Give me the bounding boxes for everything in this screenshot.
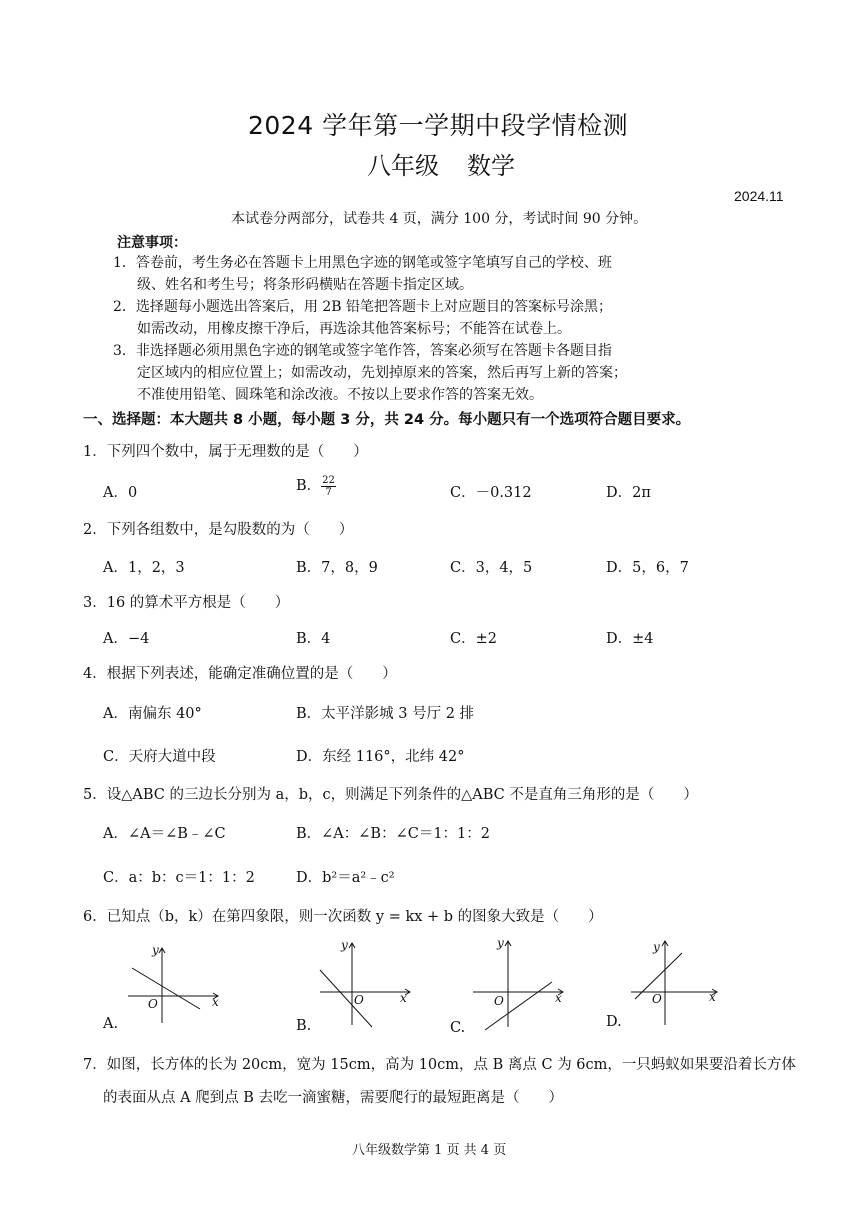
option-b xyxy=(296,474,336,498)
notice-line: 定区域内的相应位置上；如需改动，先划掉原来的答案，然后再写上新的答案； xyxy=(137,365,627,381)
y-label: y xyxy=(341,938,348,952)
fraction-numerator: 22 xyxy=(322,474,335,486)
notice-line: 3．非选择题必须用黑色字迹的钢笔或签字笔作答，答案必须写在答题卡各题目指 xyxy=(113,343,612,359)
y-label: y xyxy=(497,936,504,950)
function-line xyxy=(132,968,200,1009)
option-d: D．2π xyxy=(606,485,651,501)
x-label: x xyxy=(555,991,562,1005)
subject-label: 数学 xyxy=(467,152,515,180)
option-a: A．−4 xyxy=(103,631,150,647)
origin-label: O xyxy=(494,994,504,1008)
graph-c xyxy=(465,935,585,1035)
notice-line: 2．选择题每小题选出答案后，用 2B 铅笔把答题卡上对应题目的答案标号涂黑； xyxy=(113,299,613,315)
question-stem: 6．已知点（b，k）在第四象限，则一次函数 y = kx + b 的图象大致是（ ） xyxy=(83,909,603,925)
question-stem: 5．设△ABC 的三边长分别为 a，b，c，则满足下列条件的△ABC 不是直角三角形的是（ ） xyxy=(83,787,698,803)
y-label: y xyxy=(653,940,660,954)
origin-label: O xyxy=(652,992,662,1006)
option-c: C．±2 xyxy=(450,631,497,647)
notice-line: 1．答卷前，考生务必在答题卡上用黑色字迹的钢笔或签字笔填写自己的学校、班 xyxy=(113,255,612,271)
option-d: D. xyxy=(606,1014,622,1030)
page-title: 2024 学年第一学期中段学情检测 xyxy=(248,111,629,140)
grade-label: 八年级 xyxy=(367,152,439,180)
option-a: A．1，2，3 xyxy=(103,560,185,576)
option-c: C．3，4，5 xyxy=(450,560,533,576)
question-stem: 4．根据下列表述，能确定准确位置的是（ ） xyxy=(83,666,397,682)
x-label: x xyxy=(709,990,716,1004)
option-b: B．太平洋影城 3 号厅 2 排 xyxy=(296,706,475,722)
graph-a xyxy=(110,938,230,1028)
question-stem: 1．下列四个数中，属于无理数的是（ ） xyxy=(83,444,368,460)
section-heading: 一、选择题：本大题共 8 小题，每小题 3 分，共 24 分。每小题只有一个选项符合题目要求。 xyxy=(83,412,691,428)
option-b: B．7，8，9 xyxy=(296,560,378,576)
x-label: x xyxy=(212,995,219,1009)
option-c: C. xyxy=(450,1020,466,1036)
notice-heading: 注意事项： xyxy=(117,235,187,251)
fraction xyxy=(321,475,336,498)
option-c: C．－0.312 xyxy=(450,485,532,501)
origin-label: O xyxy=(354,993,364,1007)
option-b: B．∠A：∠B：∠C＝1：1：2 xyxy=(296,826,491,842)
option-a: A．0 xyxy=(103,485,138,501)
function-line xyxy=(320,970,372,1027)
option-b-label: B． xyxy=(296,478,322,494)
graph-b xyxy=(312,935,432,1035)
question-stem: 2．下列各组数中，是勾股数的为（ ） xyxy=(83,522,354,538)
question-stem: 7．如图，长方体的长为 20cm，宽为 15cm，高为 10cm，点 B 离点 C 为 6cm，一只蚂蚁如果要沿着长方体 xyxy=(83,1057,796,1073)
option-c: C．天府大道中段 xyxy=(103,749,216,765)
x-label: x xyxy=(400,991,407,1005)
option-a: A. xyxy=(103,1016,119,1032)
origin-label: O xyxy=(148,997,158,1011)
exam-intro: 本试卷分两部分，试卷共 4 页，满分 100 分，考试时间 90 分钟。 xyxy=(231,211,648,227)
page-footer: 八年级数学第 1 页 共 4 页 xyxy=(352,1143,507,1158)
option-d: D．b²＝a²﹣c² xyxy=(296,870,395,886)
exam-date: 2024.11 xyxy=(734,188,784,204)
notice-line: 级、姓名和考生号；将条形码横贴在答题卡指定区域。 xyxy=(137,277,473,293)
question-stem-continued: 的表面从点 A 爬到点 B 去吃一滴蜜糖，需要爬行的最短距离是（ ） xyxy=(103,1090,564,1106)
y-label: y xyxy=(152,943,159,957)
option-d: D．5，6，7 xyxy=(606,560,689,576)
option-b: B. xyxy=(296,1018,312,1034)
notice-line: 不准使用铅笔、圆珠笔和涂改液。不按以上要求作答的答案无效。 xyxy=(137,387,543,403)
question-stem: 3．16 的算术平方根是（ ） xyxy=(83,595,290,611)
notice-line: 如需改动，用橡皮擦干净后，再选涂其他答案标号；不能答在试卷上。 xyxy=(137,321,571,337)
option-d: D．东经 116°，北纬 42° xyxy=(296,749,465,765)
option-a: A．∠A＝∠B﹣∠C xyxy=(103,826,226,842)
fraction-denominator: 7 xyxy=(325,486,332,498)
graph-d xyxy=(625,935,735,1030)
option-c: C．a：b：c＝1：1：2 xyxy=(103,870,255,886)
option-b: B．4 xyxy=(296,631,331,647)
option-d: D．±4 xyxy=(606,631,654,647)
option-a: A．南偏东 40° xyxy=(103,706,202,722)
